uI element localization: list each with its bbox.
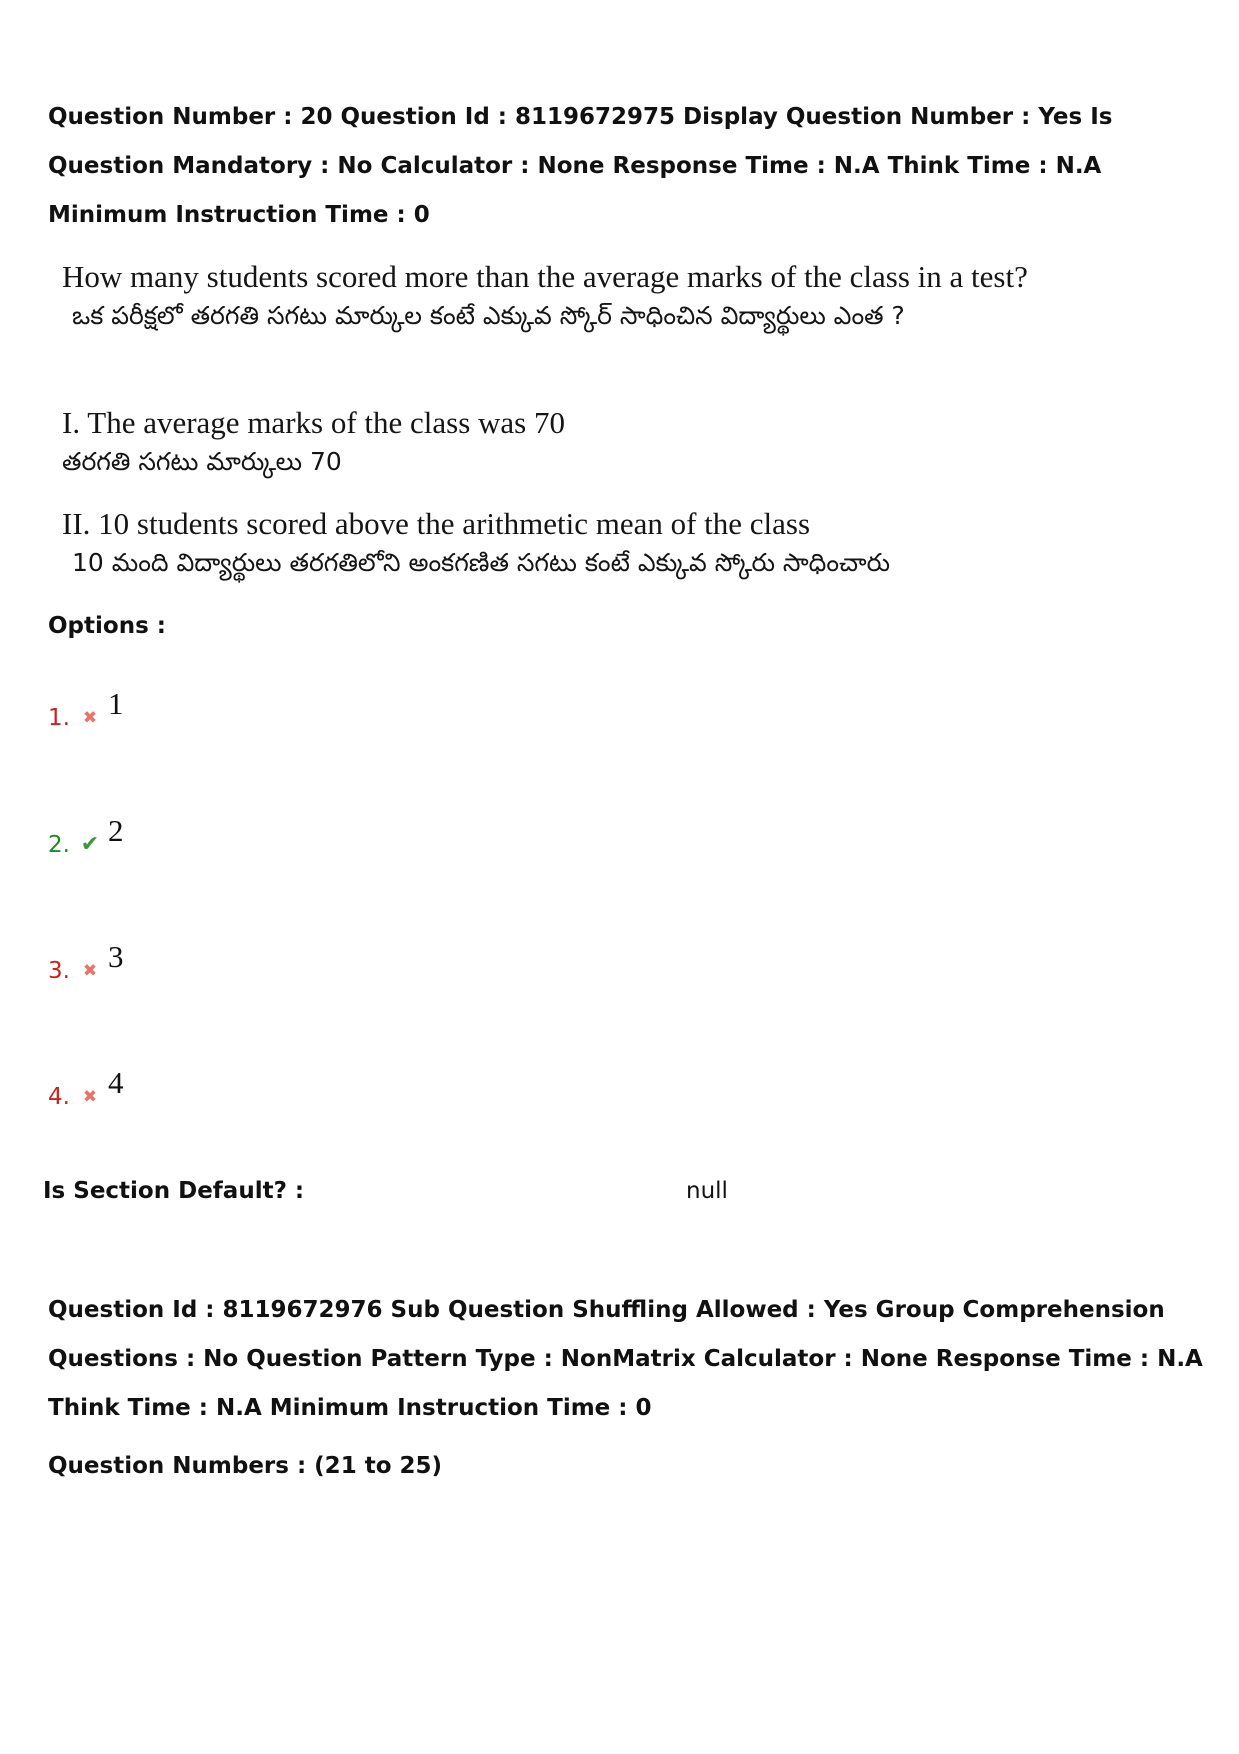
- option-value: 1: [108, 686, 124, 721]
- option-2: [48, 810, 124, 860]
- question-stem: [62, 258, 1028, 336]
- option-value: 3: [108, 939, 124, 974]
- statement-2-english: II. 10 students scored above the arithmetic mean of the class: [62, 506, 811, 541]
- option-number: 1.: [48, 705, 70, 731]
- check-icon: ✔: [80, 832, 100, 857]
- option-number: 2.: [48, 832, 70, 858]
- option-4: [48, 1062, 124, 1112]
- option-3: [48, 936, 124, 986]
- option-number: 4.: [48, 1084, 70, 1110]
- cross-icon: ✖: [82, 1087, 98, 1107]
- statement-1-english: I. The average marks of the class was 70: [62, 405, 565, 440]
- options-label: Options :: [48, 613, 166, 639]
- statement-2-telugu: 10 మంది విద్యార్థులు తరగతిలోని అంకగణిత సగటు కంటే ఎక్కువ స్కోరు సాధించారు: [72, 548, 891, 577]
- section-default-label: Is Section Default? :: [43, 1178, 305, 1204]
- statement-1: [62, 404, 565, 482]
- statement-2: [62, 505, 890, 583]
- question-numbers: Question Numbers : (21 to 25): [48, 1453, 443, 1479]
- option-value: 4: [108, 1065, 124, 1100]
- question-stem-english: How many students scored more than the average marks of the class in a test?: [62, 259, 1028, 294]
- question-20-metadata: Question Number : 20 Question Id : 8119672975 Display Question Number : Yes Is Question Mandatory : No Calculator : None Response Time : N.A Think Time : N.A Minimum Instruction Time : 0: [48, 104, 1113, 228]
- section-default-value: null: [686, 1178, 728, 1204]
- cross-icon: ✖: [82, 961, 98, 981]
- option-value: 2: [108, 813, 124, 848]
- option-number: 3.: [48, 958, 70, 984]
- question-stem-telugu: ఒక పరీక్షలో తరగతి సగటు మార్కుల కంటే ఎక్కువ స్కోర్ సాధించిన విద్యార్థులు ఎంత ?: [72, 301, 905, 330]
- option-1: [48, 683, 124, 733]
- cross-icon: ✖: [82, 708, 98, 728]
- question-21-metadata: Question Id : 8119672976 Sub Question Shuffling Allowed : Yes Group Comprehension Questions : No Question Pattern Type : NonMatrix Calculator : None Response Time : N.A Think Time : N.A Minimum Instruction Time : 0: [48, 1297, 1203, 1421]
- statement-1-telugu: తరగతి సగటు మార్కులు 70: [62, 447, 342, 476]
